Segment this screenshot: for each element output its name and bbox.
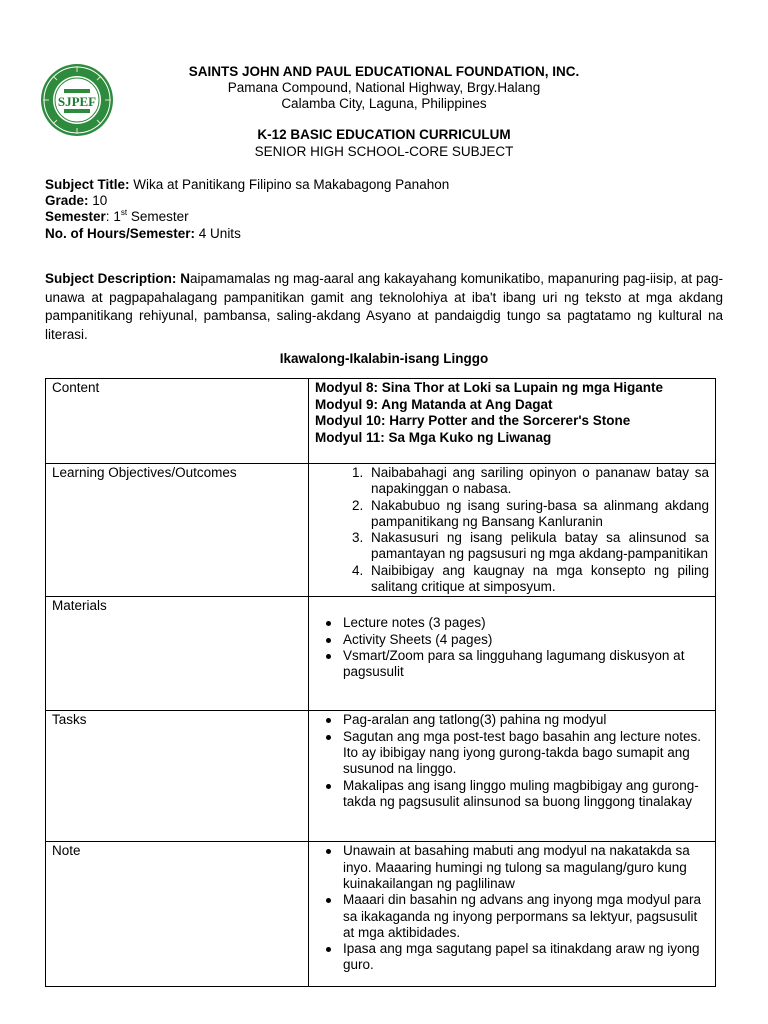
- objectives-value: [309, 464, 716, 597]
- objective-item: 1. Naibabahagi ang sariling opinyon o pananaw batay sa napakinggan o nabasa.: [367, 465, 709, 498]
- address-line-2: Calamba City, Laguna, Philippines: [281, 96, 487, 111]
- objectives-label: Learning Objectives/Outcomes: [46, 464, 309, 597]
- subject-title-value: Wika at Panitikang Filipino sa Makabagong Panahon: [133, 177, 450, 192]
- school-logo: [40, 63, 114, 137]
- content-value: [309, 379, 716, 464]
- task-item: Sagutan ang mga post-test bago basahin ang lecture notes. Ito ay ibibigay nang iyong gurong-takda bago sumapit ang susunod na linggo.: [343, 729, 709, 778]
- description-text: aipamamalas ng mag-aaral ang kakayahang komunikatibo, mapanuring pag-iisip, at pag-unawa at pagpapahalagang pampanitikan gamit ang teknolohiya at iba't ibang uri ng teksto at mga akdang pampanitikang rehiyunal, pambansa, saling-akdang Asyano at pandaigdig tungo sa pagtatamo ng kultural na literasi.: [45, 271, 723, 342]
- curriculum-table: [45, 378, 716, 987]
- module-item: Modyul 9: Ang Matanda at Ang Dagat: [315, 396, 553, 412]
- material-item: Activity Sheets (4 pages): [343, 632, 709, 648]
- content-label: Content: [46, 379, 309, 464]
- address-line-1: Pamana Compound, National Highway, Brgy.Halang: [227, 80, 541, 95]
- module-item: Modyul 10: Harry Potter and the Sorcerer's Stone: [315, 413, 631, 428]
- note-item: Maaari din basahin ng advans ang inyong mga modyul para sa ikakaganda ng inyong perpormans sa lektyur, pagsusulit at mga aktibidades.: [343, 892, 709, 941]
- note-label: Note: [46, 842, 309, 987]
- subject-title-line: [45, 177, 449, 193]
- objective-item: 2. Nakabubuo ng isang suring-basa sa alinmang akdang pampanitikang ng Bansang Kanluranin: [367, 498, 709, 531]
- logo-text: SJPEF: [57, 94, 97, 109]
- objective-item: 4. Naibibigay ang kaugnay na mga konsepto ng piling salitang critique at simposyum.: [367, 563, 709, 596]
- hours-value: 4 Units: [198, 226, 241, 241]
- semester-line: Semester: 1st Semester: [45, 207, 189, 224]
- materials-value: [309, 597, 716, 711]
- hours-line: [45, 226, 241, 242]
- materials-list: [315, 615, 709, 680]
- note-item: Ipasa ang mga sagutang papel sa itinakdang araw ng iyong guro.: [343, 941, 709, 974]
- table-row-note: [46, 842, 716, 987]
- note-list: [315, 843, 709, 973]
- task-item: Pag-aralan ang tatlong(3) pahina ng modyul: [343, 712, 709, 728]
- tasks-label: Tasks: [46, 711, 309, 842]
- tasks-list: [315, 712, 709, 810]
- subject-description: [45, 270, 723, 344]
- organization-name: SAINTS JOHN AND PAUL EDUCATIONAL FOUNDATION, INC.: [188, 64, 580, 79]
- module-list: [315, 380, 709, 446]
- description-label: Subject Description:: [45, 271, 177, 286]
- curriculum-title: K-12 BASIC EDUCATION CURRICULUM: [257, 127, 511, 142]
- subject-title-label: Subject Title:: [45, 177, 130, 192]
- week-title: Ikawalong-Ikalabin-isang Linggo: [279, 351, 489, 366]
- semester-word: Semester: [130, 209, 189, 224]
- objective-item: 3. Nakasusuri ng isang pelikula batay sa alinsunod sa pamantayan ng pagsusuri ng mga akdang-pampanitikan: [367, 530, 709, 563]
- description-first-letter: N: [180, 271, 190, 286]
- note-item: Unawain at basahing mabuti ang modyul na nakatakda sa inyo. Maaaring humingi ng tulong sa magulang/guro kung kuinakailangan ng paglilinaw: [343, 843, 709, 892]
- table-row-content: [46, 379, 716, 464]
- semester-label: Semester: [45, 209, 106, 224]
- material-item: Vsmart/Zoom para sa lingguhang lagumang diskusyon at pagsusulit: [343, 648, 709, 681]
- table-row-materials: [46, 597, 716, 711]
- module-item: Modyul 11: Sa Mga Kuko ng Liwanag: [315, 429, 552, 445]
- grade-line: [45, 193, 107, 209]
- curriculum-subtitle: SENIOR HIGH SCHOOL-CORE SUBJECT: [254, 144, 514, 159]
- semester-number: 1: [113, 209, 121, 224]
- objectives-list: [315, 465, 709, 595]
- grade-value: 10: [92, 193, 108, 208]
- tasks-value: [309, 711, 716, 842]
- task-item: Makalipas ang isang linggo muling magbibigay ang gurong-takda ng pagsusulit alinsunod sa buong linggong tinalakay: [343, 778, 709, 811]
- materials-label: Materials: [46, 597, 309, 711]
- note-value: [309, 842, 716, 987]
- module-item: Modyul 8: Sina Thor at Loki sa Lupain ng mga Higante: [315, 380, 664, 395]
- semester-ordinal-suffix: st: [120, 207, 128, 217]
- hours-label: No. of Hours/Semester:: [45, 226, 196, 241]
- table-row-objectives: [46, 464, 716, 597]
- material-item: Lecture notes (3 pages): [343, 615, 709, 631]
- table-row-tasks: [46, 711, 716, 842]
- grade-label: Grade:: [45, 193, 89, 208]
